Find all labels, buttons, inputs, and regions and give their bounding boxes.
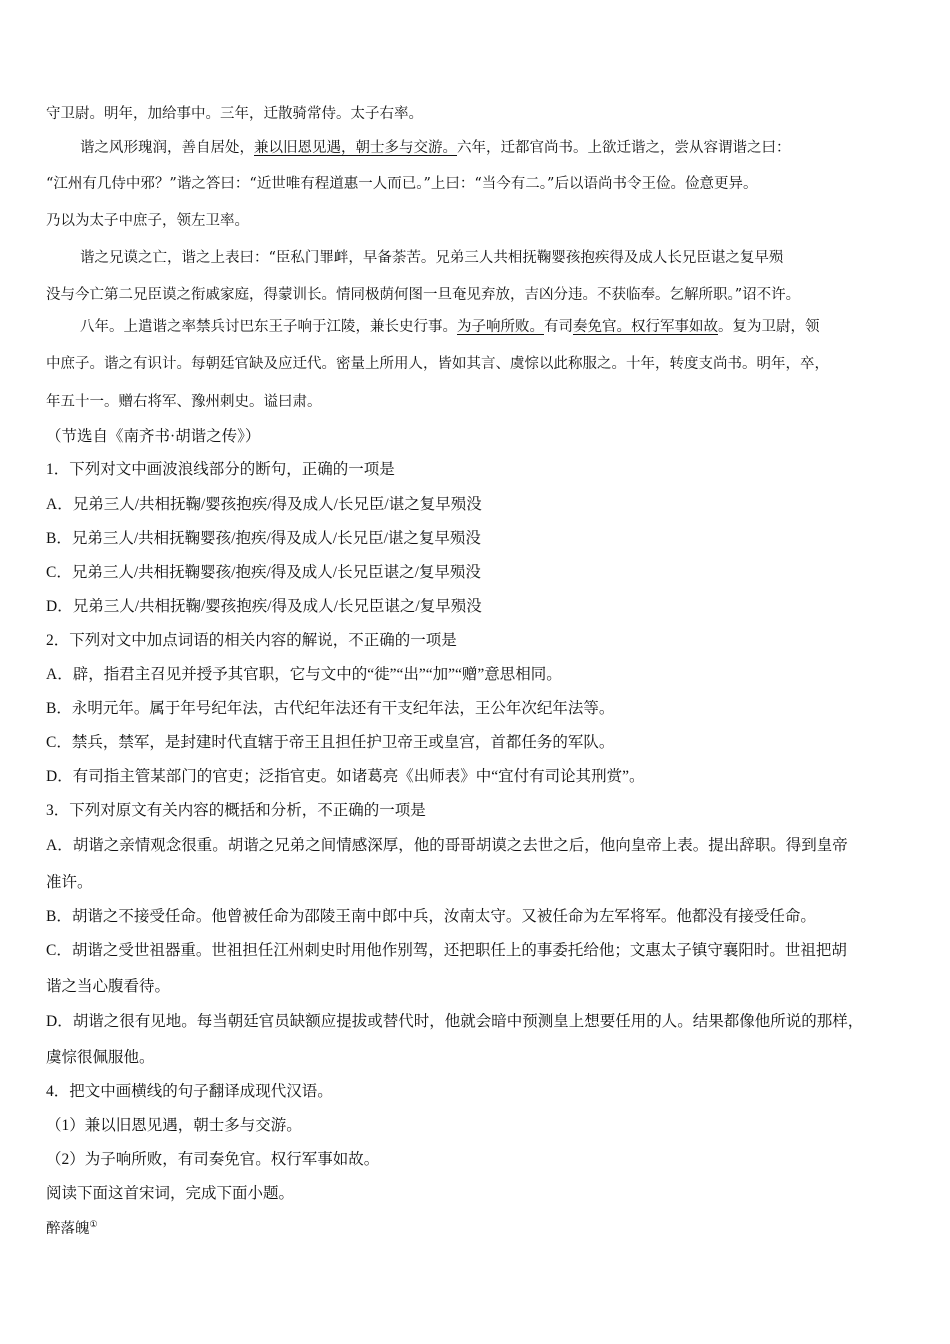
option-1d: D．兄弟三人/共相抚鞠/婴孩抱疾/得及成人/长兄臣谌之/复早殒没 <box>46 598 482 615</box>
option-1c: C．兄弟三人/共相抚鞠婴孩/抱疾/得及成人/长兄臣谌之/复早殒没 <box>46 564 481 581</box>
underlined-sentence-1: 兼以旧恩见遇，朝士多与交游。 <box>254 140 457 156</box>
option-1a: A．兄弟三人/共相抚鞠/婴孩抱疾/得及成人/长兄臣/谌之复早殒没 <box>46 496 482 513</box>
passage-line: “江州有几侍中邪？”谐之答曰：“近世唯有程道惠一人而已。”上曰：“当今有二。”后以语尚书令王俭。俭意更异。 <box>46 176 758 192</box>
option-3a: A．胡谐之亲情观念很重。胡谐之兄弟之间情感深厚，他的哥哥胡谟之去世之后，他向皇帝上表。提出辞职。得到皇帝 <box>46 837 848 854</box>
translation-item-1: （1）兼以旧恩见遇，朝士多与交游。 <box>46 1117 302 1134</box>
underlined-sentence-2b: 奏免官。权行军事如故 <box>573 319 718 335</box>
next-section-instruction: 阅读下面这首宋词，完成下面小题。 <box>46 1185 295 1202</box>
translation-item-2: （2）为子响所败，有司奏免官。权行军事如故。 <box>46 1151 380 1168</box>
option-3a-cont: 准许。 <box>46 874 93 891</box>
option-2d: D．有司指主管某部门的官吏；泛指官吏。如诸葛亮《出师表》中“宜付有司论其刑赏”。 <box>46 768 645 785</box>
wavy-line-sentence: 谐之兄谟之亡，谐之上表曰：“臣私门罪衅，早备荼苦。兄弟三人共相抚鞠婴孩抱疾得及成人长兄臣谌之复早殒 <box>80 250 784 266</box>
passage-text: 。复为卫尉，领 <box>718 319 820 335</box>
passage-line <box>80 317 820 337</box>
passage-line <box>80 138 791 158</box>
passage-line: 乃以为太子中庶子，领左卫率。 <box>46 213 249 229</box>
option-3b: B．胡谐之不接受任命。他曾被任命为邵陵王南中郎中兵，汝南太守。又被任命为左军将军。他都没有接受任命。 <box>46 908 816 925</box>
option-1b: B．兄弟三人/共相抚鞠婴孩/抱疾/得及成人/长兄臣/谌之复早殒没 <box>46 530 481 547</box>
question-1: 1．下列对文中画波浪线部分的断句，正确的一项是 <box>46 461 395 478</box>
source-citation: （节选自《南齐书·胡谐之传》） <box>46 428 261 445</box>
passage-line: 没与今亡第二兄臣谟之衔戚家庭，得蒙训长。情同极荫何图一旦奄见弃放，吉凶分违。不获临奉。乞解所职。”诏不许。 <box>46 287 801 303</box>
passage-text: 谐之风形瑰润，善自居处， <box>80 140 254 156</box>
option-3c-cont: 谐之当心腹看待。 <box>46 978 171 995</box>
option-2b: B．永明元年。属于年号纪年法，古代纪年法还有干支纪年法，王公年次纪年法等。 <box>46 700 615 717</box>
footnote-marker: ① <box>89 1220 98 1230</box>
poem-title-text: 醉落魄 <box>46 1220 90 1237</box>
passage-text: 八年。上遣谐之率禁兵讨巴东王子响于江陵，兼长史行事。 <box>80 319 457 335</box>
poem-title <box>46 1215 98 1239</box>
question-4: 4．把文中画横线的句子翻译成现代汉语。 <box>46 1083 333 1100</box>
passage-line: 守卫尉。明年，加给事中。三年，迁散骑常侍。太子右率。 <box>46 106 423 122</box>
option-3d: D．胡谐之很有见地。每当朝廷官员缺额应提拔或替代时，他就会暗中预测皇上想要任用的人。结果都像他所说的那样， <box>46 1013 864 1030</box>
passage-line: 年五十一。赠右将军、豫州刺史。谥曰肃。 <box>46 394 322 410</box>
question-3: 3．下列对原文有关内容的概括和分析，不正确的一项是 <box>46 802 426 819</box>
question-2: 2．下列对文中加点词语的相关内容的解说，不正确的一项是 <box>46 632 457 649</box>
passage-line: 中庶子。谐之有识计。每朝廷官缺及应迁代。密量上所用人，皆如其言、虞悰以此称服之。十年，转度支尚书。明年，卒， <box>46 356 829 372</box>
passage-text: 有司 <box>544 319 573 335</box>
underlined-sentence-2: 为子响所败。 <box>457 319 544 335</box>
option-3d-cont: 虞悰很佩服他。 <box>46 1049 155 1066</box>
option-3c: C．胡谐之受世祖器重。世祖担任江州刺史时用他作别驾，还把职任上的事委托给他；文惠太子镇守襄阳时。世祖把胡 <box>46 942 847 959</box>
option-2a: A．辟，指君主召见并授予其官职，它与文中的“徙”“出”“加”“赠”意思相同。 <box>46 666 562 683</box>
passage-text: 六年，迁都官尚书。上欲迁谐之，尝从容谓谐之曰： <box>457 140 791 156</box>
option-2c: C．禁兵，禁军，是封建时代直辖于帝王且担任护卫帝王或皇宫，首都任务的军队。 <box>46 734 615 751</box>
